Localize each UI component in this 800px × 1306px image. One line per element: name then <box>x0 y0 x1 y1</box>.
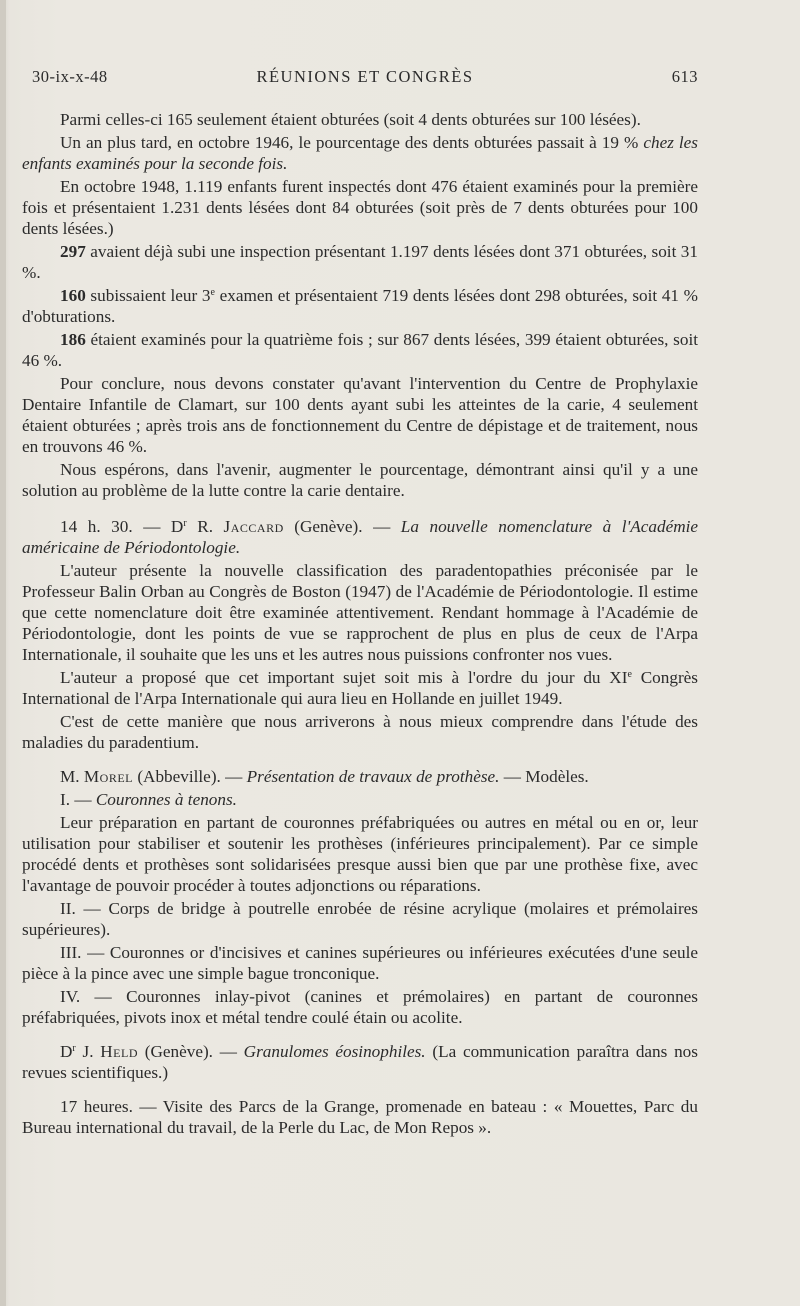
header-title: RÉUNIONS ET CONGRÈS <box>256 67 474 86</box>
superscript: r <box>72 1043 76 1054</box>
page-number: 613 <box>671 67 698 86</box>
paragraph: Leur préparation en partant de couronnes préfabriquées ou autres en métal ou en or, leur utilisation pour stabiliser et soutenir les prothèses (inférieures principalement). Par ce simple procédé dents et prothèses sont solidarisées presque aussi bien que par une prothèse fixe, avec l'avantage de pouvoir procéder à toutes adjonctions ou réparations. <box>22 813 698 895</box>
count: 297 <box>60 242 86 261</box>
paragraph: Nous espérons, dans l'avenir, augmenter le pourcentage, démontrant ainsi qu'il y a une solution au problème de la lutte contre la carie dentaire. <box>22 460 698 500</box>
paragraph: 17 heures. — Visite des Parcs de la Grange, promenade en bateau : « Mouettes, Parc du Bureau international du travail, de la Perle du Lac, de Mon Repos ». <box>22 1097 698 1137</box>
paragraph: IV. — Couronnes inlay-pivot (canines et prémolaires) en partant de couronnes préfabriquées, pivots inox et métal tendre coulé étain ou acolite. <box>22 987 698 1027</box>
paragraph: II. — Corps de bridge à poutrelle enrobée de résine acrylique (molaires et prémolaires supérieures). <box>22 899 698 939</box>
paragraph <box>22 132 698 174</box>
count: 186 <box>60 330 86 349</box>
text: avaient déjà subi une inspection présentant 1.197 dents lésées dont 371 obturées, soit 31 %. <box>22 242 698 282</box>
text: subissaient leur 3 <box>85 286 211 305</box>
text: étaient examinés pour la quatrième fois ; sur 867 dents lésées, 399 étaient obturées, soit 46 %. <box>22 330 698 370</box>
author-name: Held <box>100 1042 138 1061</box>
section-title: Couronnes à tenons. <box>95 790 237 809</box>
paragraph: Parmi celles-ci 165 seulement étaient obturées (soit 4 dents obturées sur 100 lésées). <box>60 110 641 129</box>
paragraph <box>22 667 698 709</box>
talk-title: Granulomes éosinophiles. <box>243 1042 426 1061</box>
talk-title: La nouvelle nomenclature à l'Académie américaine de Périodontologie. <box>22 517 699 557</box>
text: 14 h. 30. — D <box>60 517 184 536</box>
running-header <box>32 67 698 91</box>
text: (La communication paraîtra dans nos revues scientifiques.) <box>22 1042 698 1082</box>
text: Congrès International de l'Arpa Internationale qui aura lieu en Hollande en juillet 1949. <box>22 668 698 708</box>
session-entry <box>22 766 698 787</box>
author-name: Jaccard <box>223 517 284 536</box>
paragraph: L'auteur présente la nouvelle classification des paradentopathies préconisée par le Professeur Balin Orban au Congrès de Boston (1947) de l'Académie de Périodontologie. Il estime que cette nomenclature doit être examinée attentivement. Rendant hommage à l'Académie de Périodontologie, dont les points de vue se rapprochent de plus en plus de ceux de l'Arpa Internationale, il souhaite que les uns et les autres nous puissions confronter nos vues. <box>22 561 698 664</box>
session-entry <box>22 1041 698 1083</box>
text: (Genève). — <box>283 517 401 536</box>
session-entry <box>22 516 698 558</box>
talk-title: Présentation de travaux de prothèse. <box>246 767 500 786</box>
article-body <box>22 109 698 1140</box>
text: (Abbeville). — <box>133 767 247 786</box>
text: examen et présentaient 719 dents lésées dont 298 obturées, soit 41 % d'obturations. <box>22 286 698 326</box>
paragraph <box>22 329 698 371</box>
text: I. — <box>60 790 96 809</box>
superscript: e <box>210 287 215 298</box>
paragraph: En octobre 1948, 1.119 enfants furent inspectés dont 476 étaient examinés pour la première fois et présentaient 1.231 dents lésées dont 84 obturées (soit près de 7 dents obturées pour 100 dents lésées.) <box>22 177 698 238</box>
paragraph: III. — Couronnes or d'incisives et canines supérieures ou inférieures exécutées d'une seule pièce à la pince avec une simple bague tronconique. <box>22 943 698 983</box>
book-spine-shadow <box>0 0 6 1306</box>
paragraph <box>22 241 698 283</box>
text: M. <box>60 767 84 786</box>
paragraph <box>22 285 698 327</box>
text: Un an plus tard, en octobre 1946, le pourcentage des dents obturées passait à 19 % <box>60 133 644 152</box>
text: — Modèles. <box>499 767 589 786</box>
emphasis: chez les enfants examinés pour la seconde fois. <box>22 133 698 173</box>
paragraph: Pour conclure, nous devons constater qu'avant l'intervention du Centre de Prophylaxie Dentaire Infantile de Clamart, sur 100 dents ayant subi les atteintes de la carie, 4 seulement étaient obturées ; après trois ans de fonctionnement du Centre de dépistage et de traitement, nous en trouvons 46 %. <box>22 374 698 456</box>
text: (Genève). — <box>138 1042 244 1061</box>
paragraph: C'est de cette manière que nous arriverons à nous mieux comprendre dans l'étude des maladies du paradentium. <box>22 712 698 752</box>
text: D <box>60 1042 73 1061</box>
text: J. <box>75 1042 101 1061</box>
header-date: 30-ix-x-48 <box>32 67 108 86</box>
superscript: e <box>627 669 632 680</box>
count: 160 <box>60 286 86 305</box>
text: L'auteur a proposé que cet important sujet soit mis à l'ordre du jour du XI <box>60 668 628 687</box>
section-heading <box>22 789 698 810</box>
author-name: Morel <box>83 767 134 786</box>
superscript: r <box>183 518 187 529</box>
text: R. <box>186 517 224 536</box>
